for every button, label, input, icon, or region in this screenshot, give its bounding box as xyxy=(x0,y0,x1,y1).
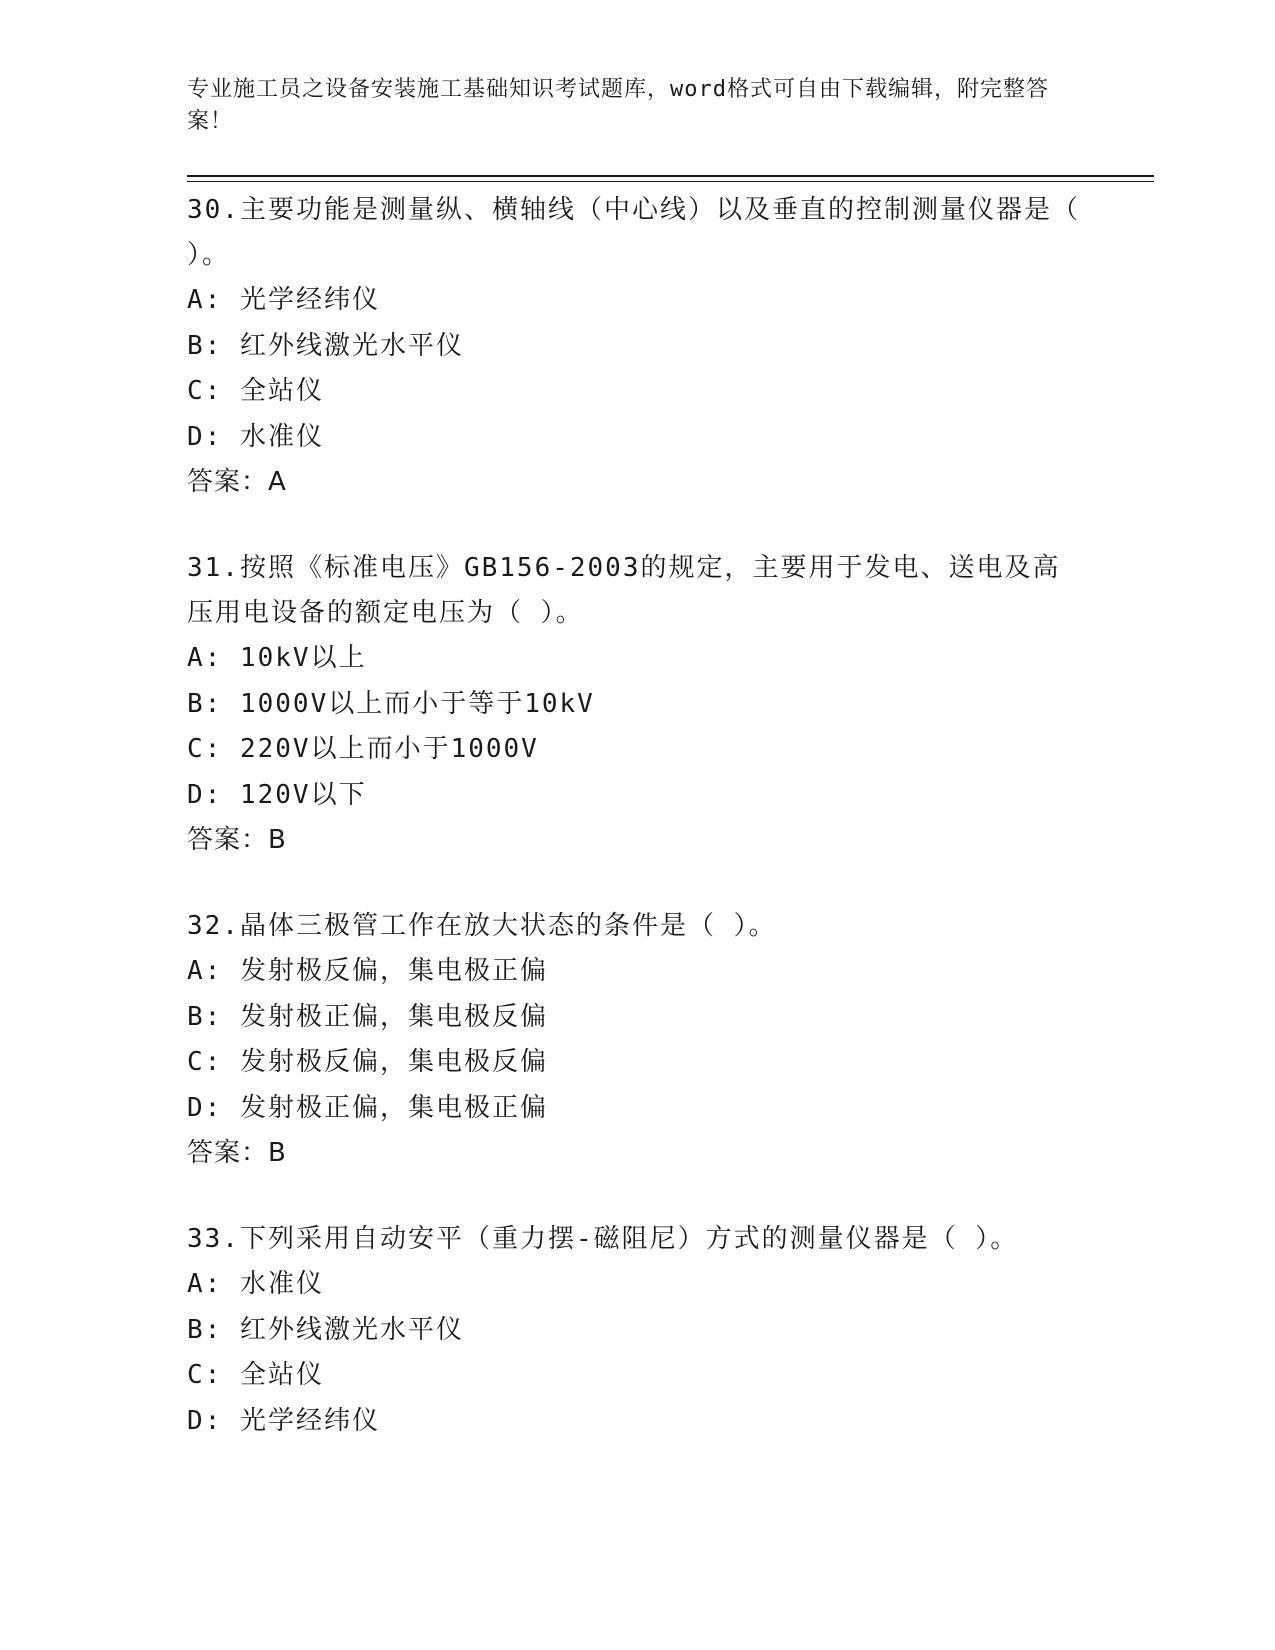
document-header: 专业施工员之设备安装施工基础知识考试题库，word格式可自由下载编辑，附完整答案！ xyxy=(187,77,1049,134)
option-b: B: 红外线激光水平仪 xyxy=(187,330,464,361)
answer: 答案：B xyxy=(187,825,287,855)
question-stem: 31.按照《标准电压》GB156-2003的规定，主要用于发电、送电及高压用电设备的额定电压为（ ）。 xyxy=(187,553,1061,628)
option-a: A: 水准仪 xyxy=(187,1269,324,1299)
option-a: A: 发射极反偏，集电极正偏 xyxy=(187,956,548,986)
question-stem: 33.下列采用自动安平（重力摆-磁阻尼）方式的测量仪器是（ ）。 xyxy=(187,1224,1019,1254)
option-c: C: 发射极反偏，集电极反偏 xyxy=(187,1047,548,1077)
question-31 xyxy=(187,546,1087,863)
answer: 答案：B xyxy=(187,1138,287,1168)
option-b: B: 发射极正偏，集电极反偏 xyxy=(187,1001,548,1032)
option-b: B: 1000V以上而小于等于10kV xyxy=(187,688,595,719)
option-d: D: 水准仪 xyxy=(187,421,324,452)
option-d: D: 光学经纬仪 xyxy=(187,1405,380,1436)
option-d: D: 发射极正偏，集电极正偏 xyxy=(187,1092,548,1123)
answer: 答案：A xyxy=(187,467,287,497)
option-b: B: 红外线激光水平仪 xyxy=(187,1314,464,1345)
question-stem: 32.晶体三极管工作在放大状态的条件是（ ）。 xyxy=(187,911,777,941)
option-a: A: 10kV以上 xyxy=(187,643,367,673)
header-divider-thick xyxy=(187,175,1154,177)
question-30 xyxy=(187,188,1087,505)
question-32 xyxy=(187,904,1087,1176)
option-c: C: 全站仪 xyxy=(187,1360,324,1390)
option-c: C: 全站仪 xyxy=(187,376,324,406)
option-d: D: 120V以下 xyxy=(187,779,367,810)
question-list xyxy=(187,188,1087,1485)
header-divider-thin xyxy=(187,181,1154,182)
question-33 xyxy=(187,1217,1087,1444)
question-stem: 30.主要功能是测量纵、横轴线（中心线）以及垂直的控制测量仪器是（ ）。 xyxy=(187,195,1080,270)
option-c: C: 220V以上而小于1000V xyxy=(187,734,539,764)
option-a: A: 光学经纬仪 xyxy=(187,285,380,315)
